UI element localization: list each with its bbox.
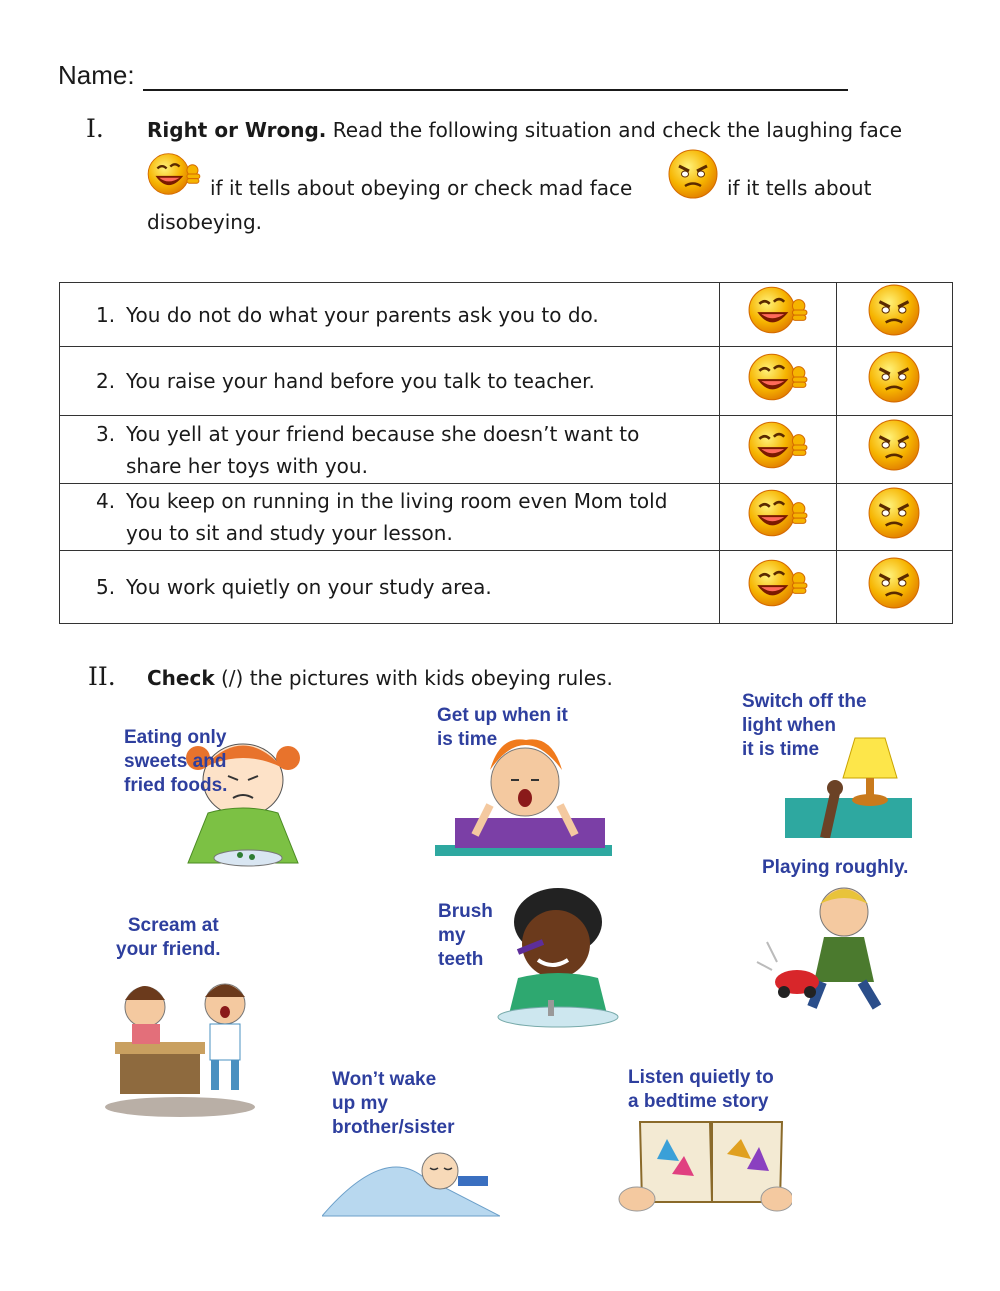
picture-wont-wake-sibling[interactable] (322, 1066, 500, 1218)
section2-instruction (147, 662, 613, 694)
caption-line: Get up when it (437, 705, 568, 726)
statement-text: You do not do what your parents ask you to do. (126, 302, 599, 327)
caption-line: fried foods. (124, 774, 228, 796)
section2-numeral: II. (88, 662, 116, 691)
picture-switch-off-light[interactable] (730, 688, 912, 838)
caption-line: is time (437, 728, 498, 750)
laughing-face-icon (747, 350, 809, 404)
caption-line: a bedtime story (628, 1090, 769, 1112)
section1-numeral: I. (86, 114, 104, 143)
statement-cell (60, 283, 720, 347)
right-wrong-table (59, 282, 953, 624)
statement-cell (60, 551, 720, 624)
section1-instruction-c: if it tells about (727, 176, 872, 200)
caption-line: brother/sister (332, 1116, 455, 1138)
laughing-face-checkbox[interactable] (720, 484, 836, 551)
laughing-face-icon (747, 283, 809, 337)
caption-line: it is time (742, 738, 820, 760)
laughing-face-checkbox[interactable] (720, 347, 836, 416)
section1-instruction-b: if it tells about obeying or check mad face (210, 176, 633, 200)
picture-brush-teeth[interactable] (428, 882, 620, 1030)
item-number: 5. (96, 575, 116, 599)
section1-instruction-line1 (147, 114, 947, 146)
caption-line: Scream at (127, 915, 219, 936)
caption-line: sweets and (124, 750, 227, 772)
table-row (60, 484, 953, 551)
mad-face-checkbox[interactable] (836, 484, 952, 551)
laughing-face-icon (145, 150, 203, 198)
caption-line: Won’t wake (332, 1069, 437, 1090)
caption-line: up my (332, 1092, 388, 1114)
statement-cell (60, 416, 720, 484)
section2-check-word: Check (147, 666, 215, 690)
section1-title: Right or Wrong. (147, 118, 327, 142)
section2-instruction-text: (/) the pictures with kids obeying rules. (221, 666, 613, 690)
caption-line: my (438, 924, 466, 946)
laughing-face-icon (747, 418, 809, 472)
caption-line: your friend. (116, 938, 221, 960)
caption-line: Playing roughly. (762, 857, 909, 878)
caption-line: Eating only (124, 727, 227, 748)
mad-face-checkbox[interactable] (836, 416, 952, 484)
table-row (60, 347, 953, 416)
table-row (60, 283, 953, 347)
caption-line: Brush (438, 901, 493, 922)
statement-text-line2: you to sit and study your lesson. (126, 521, 453, 545)
statement-cell (60, 347, 720, 416)
table-row (60, 416, 953, 484)
picture-playing-roughly[interactable] (752, 852, 910, 1022)
laughing-face-checkbox[interactable] (720, 416, 836, 484)
mad-face-icon (867, 418, 921, 472)
mad-face-checkbox[interactable] (836, 347, 952, 416)
table-row (60, 551, 953, 624)
statement-text: You keep on running in the living room even Mom told (126, 489, 668, 513)
picture-eating-sweets[interactable] (118, 718, 333, 870)
item-number: 1. (96, 302, 116, 327)
laughing-face-icon (747, 486, 809, 540)
laughing-face-checkbox[interactable] (720, 551, 836, 624)
name-label: Name: (58, 60, 135, 90)
statement-text: You yell at your friend because she doesn’t want to (126, 421, 640, 446)
mad-face-icon (867, 556, 921, 610)
picture-scream-at-friend[interactable] (100, 912, 280, 1117)
mad-face-icon (867, 350, 921, 404)
mad-face-checkbox[interactable] (836, 551, 952, 624)
picture-get-up[interactable] (435, 700, 612, 856)
name-field[interactable] (58, 60, 848, 91)
statement-text: You raise your hand before you talk to teacher. (126, 369, 595, 393)
statement-text-line2: share her toys with you. (126, 453, 368, 478)
statement-cell (60, 484, 720, 551)
mad-face-icon (667, 148, 719, 200)
caption-line: light when (742, 714, 836, 736)
caption-line: Listen quietly to (628, 1067, 774, 1088)
item-number: 2. (96, 369, 116, 393)
caption-line: Switch off the (742, 691, 867, 712)
laughing-face-checkbox[interactable] (720, 283, 836, 347)
section1-instruction-d: disobeying. (147, 210, 263, 234)
statement-text: You work quietly on your study area. (126, 575, 492, 599)
mad-face-checkbox[interactable] (836, 283, 952, 347)
mad-face-icon (867, 283, 921, 337)
item-number: 3. (96, 421, 116, 446)
caption-line: teeth (438, 948, 484, 970)
picture-bedtime-story[interactable] (612, 1064, 792, 1218)
laughing-face-icon (747, 556, 809, 610)
item-number: 4. (96, 489, 116, 513)
mad-face-icon (867, 486, 921, 540)
section1-instruction-a: Read the following situation and check the laughing face (332, 118, 903, 142)
name-blank-line[interactable] (143, 63, 848, 91)
